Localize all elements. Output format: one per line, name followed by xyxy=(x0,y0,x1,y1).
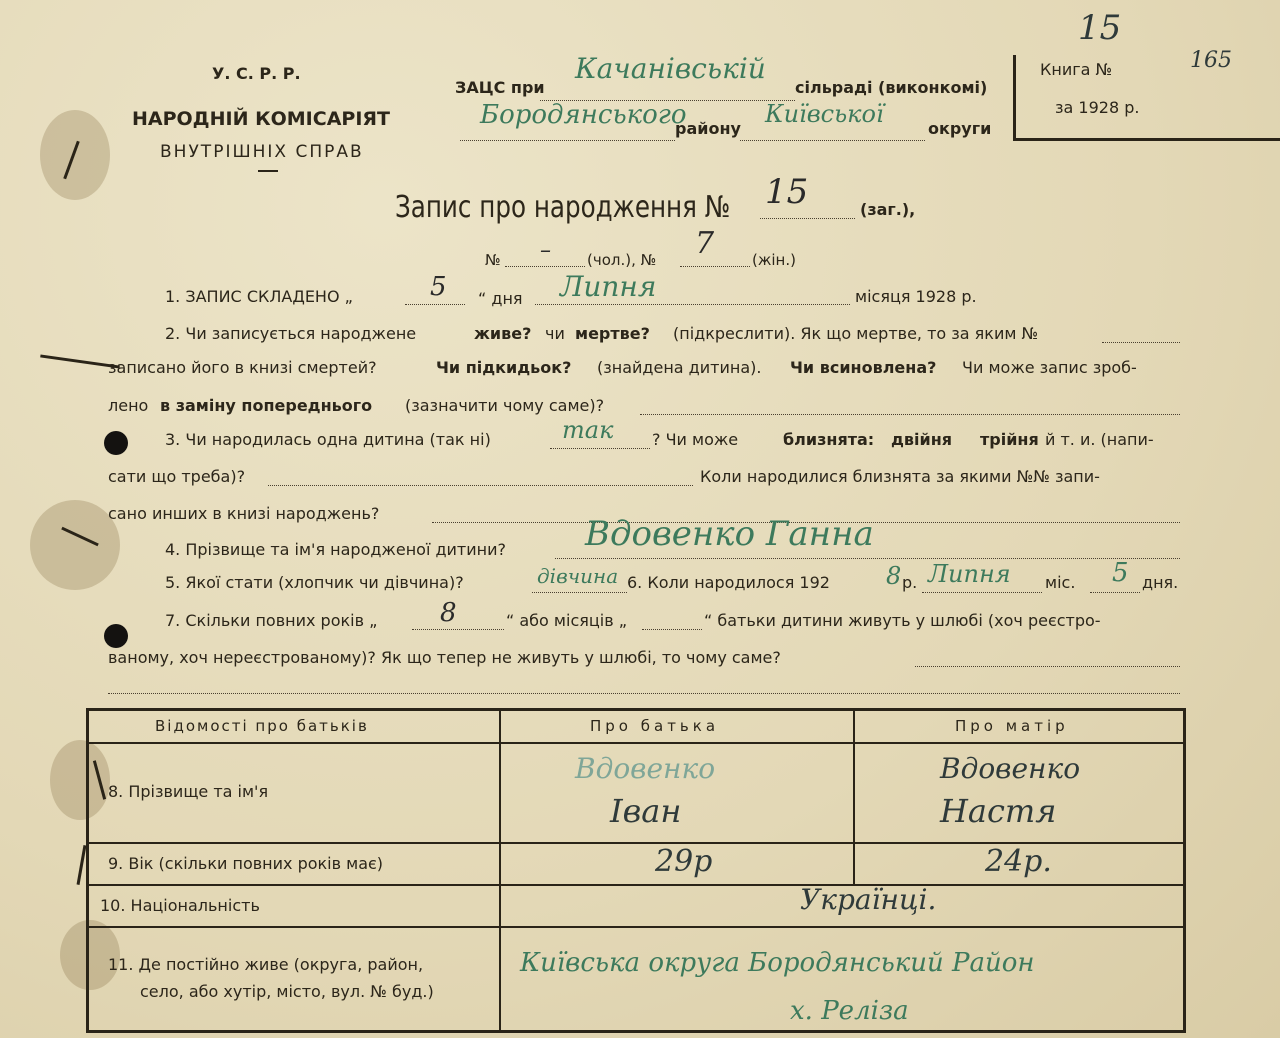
item-3-write-underline xyxy=(268,485,693,486)
item-3-double: двійня xyxy=(891,430,953,449)
female-label: (жін.) xyxy=(752,251,796,269)
general-label: (заг.), xyxy=(860,200,916,219)
item-2-replacing-previous: в заміну попереднього xyxy=(160,396,373,415)
item-1-month-label: місяця 1928 р. xyxy=(855,287,977,306)
commissariat-label: НАРОДНІЙ КОМІСАРІЯТ xyxy=(132,108,390,130)
male-number-handwritten: – xyxy=(540,238,551,263)
book-label: Книга № xyxy=(1040,60,1113,79)
item-6-month-label: міс. xyxy=(1045,573,1076,592)
table-header-parents: Відомості про батьків xyxy=(155,717,369,735)
item-2-instructions: (підкреслити). Як що мертве, то за яким № xyxy=(673,324,1039,343)
item-2-death-book: записано його в книзі смертей? xyxy=(108,358,377,377)
item-2-reason-underline xyxy=(640,414,1180,415)
table-bottom-border xyxy=(86,1030,1186,1033)
mother-age-handwritten: 24р. xyxy=(985,844,1052,879)
item-3-triple: трійня xyxy=(980,430,1039,449)
item-3-write: сати що треба)? xyxy=(108,467,246,486)
item-2-death-no-underline xyxy=(1102,342,1180,343)
item-3-etc: й т. и. (напи- xyxy=(1045,430,1154,449)
form-title: Запис про народження № xyxy=(395,190,731,225)
book-box-left-border xyxy=(1013,55,1016,140)
item-3-other-records: сано инших в книзі народжень? xyxy=(108,504,380,523)
item-2-dead: мертве? xyxy=(575,324,650,343)
row-9-label: 9. Вік (скільки повних років має) xyxy=(108,854,384,873)
record-number-handwritten: 15 xyxy=(765,172,809,212)
female-number-underline xyxy=(680,266,750,267)
internal-affairs-label: ВНУТРІШНІХ СПРАВ xyxy=(160,142,364,162)
item-1-day-handwritten: 5 xyxy=(430,272,447,302)
table-col-divider-1 xyxy=(499,708,501,1033)
mother-name-handwritten: Настя xyxy=(940,792,1057,830)
village-council-handwritten: Качанівській xyxy=(575,52,766,85)
row-11-label: 11. Де постійно живе (округа, район, xyxy=(108,955,424,974)
council-label: сільраді (виконкомі) xyxy=(795,78,988,97)
item-2-reason: (зазначити чому саме)? xyxy=(405,396,605,415)
row-10-label: 10. Національність xyxy=(100,896,260,915)
item-7-months-underline xyxy=(642,629,702,630)
row-8-label: 8. Прізвище та ім'я xyxy=(108,782,269,801)
zags-label: ЗАЦС при xyxy=(455,78,545,97)
district-label: району xyxy=(675,119,741,138)
item-4-label: 4. Прізвище та ім'я народженої дитини? xyxy=(165,540,506,559)
item-1-day-label: “ дня xyxy=(478,289,523,308)
item-3-twins-q: ? Чи може xyxy=(652,430,739,449)
paper-stain xyxy=(40,110,110,200)
father-surname-handwritten: Вдовенко xyxy=(575,752,716,785)
row-11-label-2: село, або хутір, місто, вул. № буд.) xyxy=(140,982,434,1001)
item-5-underline xyxy=(532,592,627,593)
item-6-day-label: дня. xyxy=(1142,573,1179,592)
father-age-handwritten: 29р xyxy=(655,844,713,879)
female-number-handwritten: 7 xyxy=(695,226,715,261)
table-header-father: Про батька xyxy=(590,717,720,735)
header-dash xyxy=(258,170,278,172)
paper-stain xyxy=(30,500,120,590)
child-sex-handwritten: дівчина xyxy=(537,564,619,588)
mother-surname-handwritten: Вдовенко xyxy=(940,752,1081,785)
book-number-handwritten: 165 xyxy=(1190,48,1232,73)
table-left-border xyxy=(86,708,89,1033)
item-2-made: лено xyxy=(108,396,149,415)
district-handwritten: Бородянського xyxy=(480,100,687,130)
table-right-border xyxy=(1183,708,1186,1033)
table-header-divider xyxy=(86,742,1186,744)
item-2-foundling: Чи підкидьок? xyxy=(436,358,572,377)
book-year: за 1928 р. xyxy=(1055,98,1140,117)
child-name-handwritten: Вдовенко Ганна xyxy=(585,514,874,554)
district-underline xyxy=(460,140,675,141)
item-2-adopted: Чи всиновлена? xyxy=(790,358,937,377)
book-box-bottom-border xyxy=(1013,138,1280,141)
table-row-divider-2 xyxy=(86,884,1186,886)
item-3-when-born: Коли народилися близнята за якими №№ запи- xyxy=(700,467,1100,486)
table-top-border xyxy=(86,708,1186,711)
corner-number-handwritten: 15 xyxy=(1078,8,1122,48)
birth-year-handwritten: 8 xyxy=(886,562,902,590)
residence-village-handwritten: х. Реліза xyxy=(790,996,909,1026)
father-name-handwritten: Іван xyxy=(610,792,682,830)
marriage-years-handwritten: 8 xyxy=(440,598,457,628)
male-number-label: № xyxy=(485,251,501,269)
item-3-label: 3. Чи народилась одна дитина (так ні) xyxy=(165,430,491,449)
item-3-single-underline xyxy=(550,448,650,449)
item-1-month-underline xyxy=(535,304,850,305)
item-2-label: 2. Чи записується народжене xyxy=(165,324,417,343)
item-7-label: 7. Скільки повних років „ xyxy=(165,611,378,630)
item-6-day-underline xyxy=(1090,592,1140,593)
item-3-twins: близнята: xyxy=(783,430,875,449)
nationality-handwritten: Українці. xyxy=(800,883,937,916)
item-2-found-child: (знайдена дитина). xyxy=(597,358,762,377)
item-6-label: 6. Коли народилося 192 xyxy=(627,573,830,592)
item-7-extra-underline xyxy=(108,693,1180,694)
record-number-underline xyxy=(760,218,855,219)
region-label: округи xyxy=(928,119,992,138)
item-7-reason-underline xyxy=(915,666,1180,667)
birth-day-handwritten: 5 xyxy=(1112,558,1129,588)
region-handwritten: Київської xyxy=(765,100,884,128)
tear-mark xyxy=(77,845,87,885)
item-5-label: 5. Якої стати (хлопчик чи дівчина)? xyxy=(165,573,464,592)
male-female-label: (чол.), № xyxy=(587,251,657,269)
region-underline xyxy=(740,140,925,141)
punch-hole xyxy=(104,431,128,455)
item-6-month-underline xyxy=(922,592,1042,593)
item-7-marriage-label: “ батьки дитини живуть у шлюбі (хоч реєстро- xyxy=(704,611,1101,630)
item-7-months-label: “ або місяців „ xyxy=(506,611,627,630)
item-1-month-handwritten: Липня xyxy=(560,270,657,303)
table-header-mother: Про матір xyxy=(955,717,1069,735)
table-col-divider-2 xyxy=(853,708,855,886)
table-row-divider-3 xyxy=(86,926,1186,928)
item-1-day-underline xyxy=(405,304,465,305)
item-2-alive: живе? xyxy=(474,324,532,343)
residence-handwritten: Київська округа Бородянський Район xyxy=(520,948,1035,978)
item-7-registered: ваному, хоч нереєстрованому)? Як що тепер не живуть у шлюбі, то чому саме? xyxy=(108,648,781,667)
ussr-label: У. С. Р. Р. xyxy=(212,64,301,83)
item-2-or: чи xyxy=(545,324,565,343)
item-3-single-handwritten: так xyxy=(562,416,614,444)
item-2-replacement-q: Чи може запис зроб- xyxy=(962,358,1137,377)
item-1-label: 1. ЗАПИС СКЛАДЕНО „ xyxy=(165,287,353,306)
punch-hole xyxy=(104,624,128,648)
male-number-underline xyxy=(505,266,585,267)
birth-month-handwritten: Липня xyxy=(928,560,1011,588)
item-6-year-suffix: р. xyxy=(902,573,918,592)
item-4-underline xyxy=(555,558,1180,559)
item-7-years-underline xyxy=(412,629,504,630)
